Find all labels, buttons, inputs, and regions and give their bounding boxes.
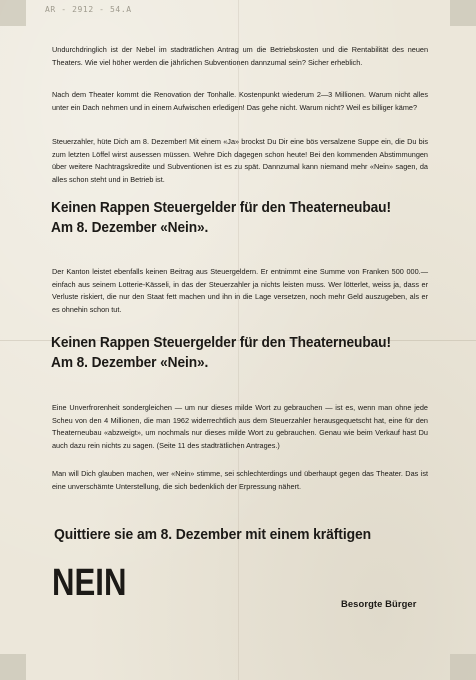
paragraph-2: Nach dem Theater kommt die Renovation der Tonhalle. Kostenpunkt wiederum 2—3 Millionen. Warum nicht alles unter ein Dach nehmen und in einem Aufwischen erledigen! Das gehe nicht. Warum nicht? Weil es billiger käme? [52, 90, 428, 112]
paper-corner-bottom-right [450, 654, 476, 680]
paper-corner-top-left [0, 0, 26, 26]
paragraph-4: Der Kanton leistet ebenfalls keinen Beitrag aus Steuergeldern. Er entnimmt eine Summe von Franken 500 000.— einfach aus seinem Lotterie-Kässeli, in das der Steuerzahler ja nichts leisten muss. Wer lötterlet, weiss ja, dass er Verluste riskiert, die nur den Staat fett machen und ihn in die Lage versetzen, noch mehr Geld auszugeben, als er es ohnehin schon tut. [52, 267, 428, 314]
signature: Besorgte Bürger [341, 598, 417, 609]
nein-slogan: NEIN [52, 562, 127, 604]
headline-2-line-1: Keinen Rappen Steuergelder für den Theaterneubau! [51, 335, 391, 351]
paragraph-6: Man will Dich glauben machen, wer «Nein» stimme, sei schlechterdings und überhaupt gegen das Theater. Das ist eine unverschämte Unterstellung, die sich bedenklich der Erpressung nähert. [52, 469, 428, 491]
paragraph-1: Undurchdringlich ist der Nebel im stadträtlichen Antrag um die Betriebskosten und die Rentabilität des neuen Theaters. Wie viel höher werden die jährlichen Subventionen dannzumal sein? Sicher erheblich. [52, 45, 428, 67]
paragraph-3: Steuerzahler, hüte Dich am 8. Dezember! Mit einem «Ja» brockst Du Dir eine bös versalzene Suppe ein, die Du bis zum letzten Löffel wirst ausessen müssen. Wehre Dich dagegen schon heute! Bei den kommenden Abstimmungen über weitere Nachtragskredite und Subventionen ist es zu spät. Dannzumal kann niemand mehr «Nein» sagen, da alles schon steht und in Betrieb ist. [52, 137, 428, 184]
paper-corner-top-right [450, 0, 476, 26]
headline-1 [51, 198, 418, 238]
headline-2-line-2: Am 8. Dezember «Nein». [51, 355, 209, 371]
headline-1-line-2: Am 8. Dezember «Nein». [51, 220, 209, 236]
headline-2 [51, 333, 418, 373]
paper-corner-bottom-left [0, 654, 26, 680]
headline-1-line-1: Keinen Rappen Steuergelder für den Theaterneubau! [51, 200, 391, 216]
paragraph-5: Eine Unverfrorenheit sondergleichen — um nur dieses milde Wort zu gebrauchen — ist es, wenn man ohne jede Scheu von den 4 Millionen, die man 1962 widerrechtlich aus dem Steuerzahler herausgequetscht hat, eine für den Theaterneubau «abzweigt», um nochmals nur dieses milde Wort zu gebrauchen. Genau wie beim Verkauf hast Du auch dazu rein nichts zu sagen. (Seite 11 des stadträtlichen Antrages.) [52, 403, 428, 450]
closing-line: Quittiere sie am 8. Dezember mit einem kräftigen [54, 527, 372, 543]
archive-pencil-note: AR - 2912 - 54.A [45, 5, 132, 14]
